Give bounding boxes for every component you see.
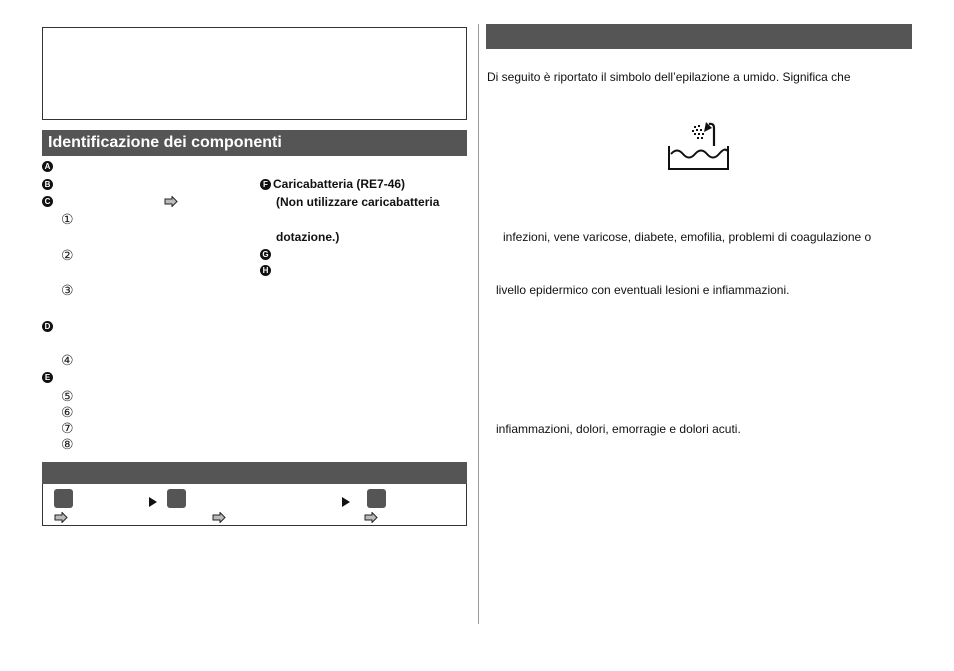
right-header-bar	[486, 24, 912, 49]
inflammations-text: infiammazioni, dolori, emorragie e dolori acuti.	[496, 422, 741, 436]
steps-header-bar	[42, 462, 467, 484]
wet-epilation-intro: Di seguito è riportato il simbolo dell’epilazione a umido. Significa che	[487, 70, 851, 84]
charger-label: Caricabatteria (RE7-46)	[273, 177, 406, 191]
play-triangle-icon	[149, 497, 157, 507]
marker-d: D	[42, 321, 53, 332]
number-3: ③	[61, 282, 74, 298]
marker-f: F	[260, 179, 271, 190]
epidermic-text: livello epidermico con eventuali lesioni e infiammazioni.	[496, 283, 790, 297]
number-6: ⑥	[61, 404, 74, 420]
hollow-arrow-icon	[164, 196, 178, 207]
hollow-arrow-icon	[54, 512, 68, 523]
marker-h: H	[260, 265, 271, 276]
marker-e: E	[42, 372, 53, 383]
number-2: ②	[61, 247, 74, 263]
number-5: ⑤	[61, 388, 74, 404]
shower-bath-icon	[666, 120, 732, 172]
marker-g: G	[260, 249, 271, 260]
step-3-box	[367, 489, 386, 508]
marker-b: B	[42, 179, 53, 190]
number-4: ④	[61, 352, 74, 368]
column-divider	[478, 24, 479, 624]
number-7: ⑦	[61, 420, 74, 436]
charger-note: (Non utilizzare caricabatteria	[276, 195, 440, 209]
hollow-arrow-icon	[212, 512, 226, 523]
marker-a: A	[42, 161, 53, 172]
step-2-box	[167, 489, 186, 508]
contraindications-text: infezioni, vene varicose, diabete, emofilia, problemi di coagulazione o	[503, 230, 872, 244]
section-title: Identificazione dei componenti	[42, 130, 467, 156]
play-triangle-icon	[342, 497, 350, 507]
marker-c: C	[42, 196, 53, 207]
number-1: ①	[61, 211, 74, 227]
empty-info-box	[42, 27, 467, 120]
number-8: ⑧	[61, 436, 74, 452]
charger-note-end: dotazione.)	[276, 230, 340, 244]
step-1-box	[54, 489, 73, 508]
hollow-arrow-icon	[364, 512, 378, 523]
